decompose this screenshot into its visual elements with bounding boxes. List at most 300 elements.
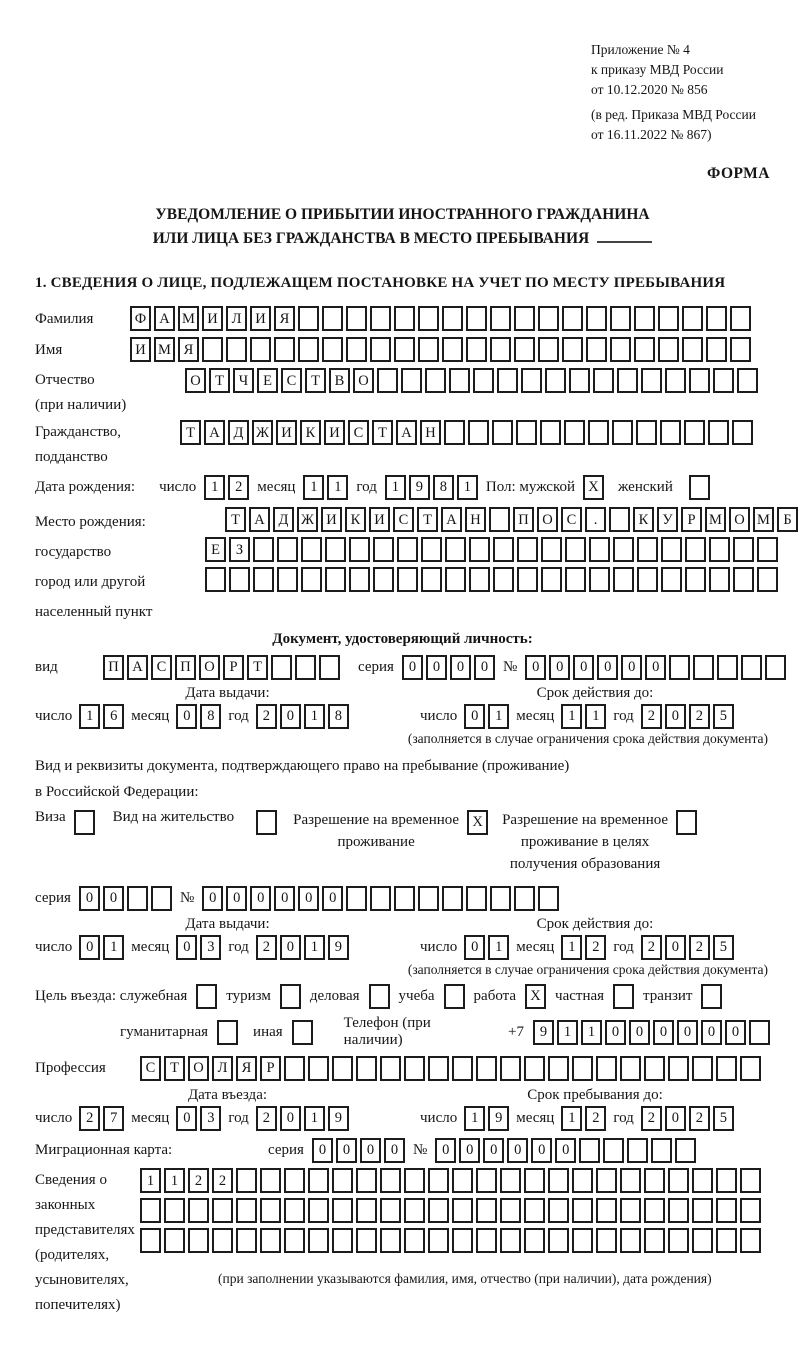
char-box[interactable]: Т (225, 507, 246, 532)
char-box[interactable] (380, 1168, 401, 1193)
char-box[interactable]: 5 (713, 935, 734, 960)
char-box[interactable]: 1 (385, 475, 406, 500)
char-box[interactable] (394, 886, 415, 911)
char-box[interactable]: 2 (188, 1168, 209, 1193)
char-box[interactable]: 0 (629, 1020, 650, 1045)
char-box[interactable] (421, 567, 442, 592)
char-box[interactable] (692, 1198, 713, 1223)
char-box[interactable] (236, 1228, 257, 1253)
char-box[interactable] (660, 420, 681, 445)
char-box[interactable] (579, 1138, 600, 1163)
char-box[interactable]: 0 (426, 655, 447, 680)
char-box[interactable] (332, 1198, 353, 1223)
char-box[interactable]: Я (178, 337, 199, 362)
char-box[interactable] (308, 1168, 329, 1193)
char-box[interactable] (548, 1198, 569, 1223)
char-box[interactable] (205, 567, 226, 592)
char-box[interactable]: О (353, 368, 374, 393)
char-box[interactable]: С (140, 1056, 161, 1081)
char-box[interactable] (490, 337, 511, 362)
char-box[interactable]: 0 (202, 886, 223, 911)
char-box[interactable] (466, 306, 487, 331)
char-box[interactable] (452, 1168, 473, 1193)
char-box[interactable] (500, 1198, 521, 1223)
char-box[interactable]: 9 (533, 1020, 554, 1045)
char-box[interactable]: Б (777, 507, 798, 532)
char-box[interactable]: 0 (280, 1106, 301, 1131)
char-box[interactable] (404, 1198, 425, 1223)
char-box[interactable] (127, 886, 148, 911)
char-box[interactable]: Т (417, 507, 438, 532)
char-box[interactable] (562, 306, 583, 331)
char-box[interactable] (394, 306, 415, 331)
char-box[interactable] (706, 306, 727, 331)
char-box[interactable] (308, 1198, 329, 1223)
char-box[interactable] (489, 507, 510, 532)
char-box[interactable]: 1 (585, 704, 606, 729)
char-box[interactable] (713, 368, 734, 393)
char-box[interactable] (693, 655, 714, 680)
char-box[interactable]: И (250, 306, 271, 331)
char-box[interactable]: В (329, 368, 350, 393)
char-box[interactable] (490, 306, 511, 331)
char-box[interactable]: 8 (328, 704, 349, 729)
char-box[interactable]: М (178, 306, 199, 331)
char-box[interactable] (709, 567, 730, 592)
char-box[interactable] (497, 368, 518, 393)
char-box[interactable]: Л (212, 1056, 233, 1081)
char-box[interactable] (514, 337, 535, 362)
char-box[interactable]: 0 (605, 1020, 626, 1045)
char-box[interactable] (260, 1228, 281, 1253)
char-box[interactable]: 2 (228, 475, 249, 500)
char-box[interactable] (428, 1168, 449, 1193)
char-box[interactable] (164, 1198, 185, 1223)
char-box[interactable] (658, 337, 679, 362)
char-box[interactable]: К (345, 507, 366, 532)
char-box[interactable]: У (657, 507, 678, 532)
char-box[interactable]: 0 (79, 886, 100, 911)
char-box[interactable] (493, 537, 514, 562)
char-box[interactable] (260, 1198, 281, 1223)
char-box[interactable] (274, 337, 295, 362)
char-box[interactable] (733, 567, 754, 592)
char-box[interactable] (346, 306, 367, 331)
char-box[interactable] (346, 886, 367, 911)
char-box[interactable]: 0 (103, 886, 124, 911)
char-box[interactable]: 0 (665, 935, 686, 960)
char-box[interactable]: 0 (555, 1138, 576, 1163)
char-box[interactable] (500, 1168, 521, 1193)
char-box[interactable] (596, 1056, 617, 1081)
char-box[interactable]: И (130, 337, 151, 362)
char-box[interactable] (236, 1168, 257, 1193)
char-box[interactable]: 1 (327, 475, 348, 500)
char-box[interactable]: 3 (200, 1106, 221, 1131)
char-box[interactable] (541, 567, 562, 592)
char-box[interactable]: 1 (304, 704, 325, 729)
char-box[interactable]: М (154, 337, 175, 362)
char-box[interactable]: М (753, 507, 774, 532)
char-box[interactable] (675, 1138, 696, 1163)
char-box[interactable]: Р (681, 507, 702, 532)
char-box[interactable] (548, 1056, 569, 1081)
char-box[interactable] (370, 337, 391, 362)
char-box[interactable] (202, 337, 223, 362)
char-box[interactable] (356, 1198, 377, 1223)
char-box[interactable] (620, 1198, 641, 1223)
char-box[interactable] (284, 1056, 305, 1081)
char-box[interactable] (613, 984, 634, 1009)
char-box[interactable] (319, 655, 340, 680)
char-box[interactable] (466, 886, 487, 911)
char-box[interactable] (188, 1198, 209, 1223)
char-box[interactable]: Ч (233, 368, 254, 393)
char-box[interactable] (564, 420, 585, 445)
char-box[interactable] (295, 655, 316, 680)
char-box[interactable] (613, 567, 634, 592)
char-box[interactable]: 0 (525, 655, 546, 680)
char-box[interactable]: Д (273, 507, 294, 532)
char-box[interactable] (473, 368, 494, 393)
char-box[interactable] (716, 1056, 737, 1081)
char-box[interactable]: 0 (176, 704, 197, 729)
char-box[interactable]: 3 (200, 935, 221, 960)
char-box[interactable] (188, 1228, 209, 1253)
char-box[interactable]: 1 (164, 1168, 185, 1193)
char-box[interactable] (593, 368, 614, 393)
char-box[interactable]: 1 (204, 475, 225, 500)
char-box[interactable] (644, 1056, 665, 1081)
char-box[interactable] (380, 1228, 401, 1253)
char-box[interactable] (476, 1168, 497, 1193)
char-box[interactable]: 0 (701, 1020, 722, 1045)
char-box[interactable] (685, 537, 706, 562)
char-box[interactable]: Т (180, 420, 201, 445)
char-box[interactable] (644, 1168, 665, 1193)
char-box[interactable]: 1 (488, 935, 509, 960)
char-box[interactable] (444, 420, 465, 445)
char-box[interactable]: 2 (256, 935, 277, 960)
char-box[interactable] (404, 1228, 425, 1253)
char-box[interactable] (589, 537, 610, 562)
char-box[interactable] (596, 1168, 617, 1193)
char-box[interactable] (586, 337, 607, 362)
char-box[interactable] (548, 1228, 569, 1253)
char-box[interactable] (668, 1198, 689, 1223)
char-box[interactable] (586, 306, 607, 331)
char-box[interactable] (651, 1138, 672, 1163)
char-box[interactable]: 7 (103, 1106, 124, 1131)
char-box[interactable] (476, 1056, 497, 1081)
char-box[interactable]: Е (205, 537, 226, 562)
char-box[interactable]: 1 (79, 704, 100, 729)
char-box[interactable]: 1 (561, 704, 582, 729)
char-box[interactable] (730, 337, 751, 362)
char-box[interactable] (277, 537, 298, 562)
char-box[interactable]: 9 (409, 475, 430, 500)
char-box[interactable] (394, 337, 415, 362)
char-box[interactable] (676, 810, 697, 835)
char-box[interactable]: И (202, 306, 223, 331)
char-box[interactable] (308, 1056, 329, 1081)
char-box[interactable] (692, 1228, 713, 1253)
char-box[interactable]: С (561, 507, 582, 532)
char-box[interactable]: 0 (483, 1138, 504, 1163)
char-box[interactable] (538, 306, 559, 331)
char-box[interactable] (442, 306, 463, 331)
char-box[interactable] (253, 567, 274, 592)
char-box[interactable] (637, 537, 658, 562)
char-box[interactable] (627, 1138, 648, 1163)
char-box[interactable] (716, 1168, 737, 1193)
char-box[interactable]: К (300, 420, 321, 445)
char-box[interactable] (469, 567, 490, 592)
char-box[interactable] (418, 306, 439, 331)
char-box[interactable]: . (585, 507, 606, 532)
char-box[interactable]: 8 (433, 475, 454, 500)
char-box[interactable] (418, 337, 439, 362)
char-box[interactable] (212, 1228, 233, 1253)
char-box[interactable] (572, 1228, 593, 1253)
char-box[interactable] (284, 1168, 305, 1193)
char-box[interactable]: А (441, 507, 462, 532)
char-box[interactable] (253, 537, 274, 562)
char-box[interactable] (325, 537, 346, 562)
char-box[interactable] (669, 655, 690, 680)
char-box[interactable] (644, 1228, 665, 1253)
char-box[interactable]: 2 (689, 1106, 710, 1131)
char-box[interactable]: Я (274, 306, 295, 331)
char-box[interactable]: 1 (561, 935, 582, 960)
char-box[interactable]: 0 (597, 655, 618, 680)
char-box[interactable]: 0 (621, 655, 642, 680)
char-box[interactable] (749, 1020, 770, 1045)
char-box[interactable] (325, 567, 346, 592)
char-box[interactable]: 0 (464, 935, 485, 960)
char-box[interactable] (445, 567, 466, 592)
char-box[interactable] (757, 537, 778, 562)
char-box[interactable] (709, 537, 730, 562)
char-box[interactable]: Ф (130, 306, 151, 331)
char-box[interactable] (610, 337, 631, 362)
char-box[interactable]: 0 (384, 1138, 405, 1163)
char-box[interactable] (661, 537, 682, 562)
char-box[interactable] (370, 306, 391, 331)
char-box[interactable]: М (705, 507, 726, 532)
char-box[interactable]: 0 (176, 1106, 197, 1131)
char-box[interactable]: 1 (457, 475, 478, 500)
char-box[interactable] (74, 810, 95, 835)
char-box[interactable] (641, 368, 662, 393)
char-box[interactable] (716, 1228, 737, 1253)
char-box[interactable] (140, 1228, 161, 1253)
char-box[interactable] (603, 1138, 624, 1163)
char-box[interactable] (322, 337, 343, 362)
char-box[interactable]: 0 (360, 1138, 381, 1163)
char-box[interactable]: О (188, 1056, 209, 1081)
char-box[interactable]: Р (260, 1056, 281, 1081)
char-box[interactable] (476, 1228, 497, 1253)
char-box[interactable] (370, 886, 391, 911)
char-box[interactable] (308, 1228, 329, 1253)
char-box[interactable] (500, 1228, 521, 1253)
char-box[interactable] (373, 567, 394, 592)
char-box[interactable] (466, 337, 487, 362)
char-box[interactable] (322, 306, 343, 331)
char-box[interactable] (301, 537, 322, 562)
char-box[interactable] (346, 337, 367, 362)
char-box[interactable] (277, 567, 298, 592)
char-box[interactable]: 0 (531, 1138, 552, 1163)
char-box[interactable]: С (348, 420, 369, 445)
char-box[interactable] (298, 306, 319, 331)
char-box[interactable]: 0 (573, 655, 594, 680)
char-box[interactable] (493, 567, 514, 592)
char-box[interactable]: 0 (645, 655, 666, 680)
char-box[interactable]: 2 (641, 935, 662, 960)
char-box[interactable] (740, 1168, 761, 1193)
char-box[interactable]: 2 (256, 1106, 277, 1131)
char-box[interactable] (708, 420, 729, 445)
char-box[interactable] (492, 420, 513, 445)
char-box[interactable] (476, 1198, 497, 1223)
char-box[interactable]: 9 (328, 1106, 349, 1131)
char-box[interactable]: 5 (713, 704, 734, 729)
char-box[interactable] (524, 1056, 545, 1081)
char-box[interactable]: Н (465, 507, 486, 532)
char-box[interactable] (298, 337, 319, 362)
char-box[interactable] (397, 567, 418, 592)
char-box[interactable]: 2 (256, 704, 277, 729)
char-box[interactable]: Ж (297, 507, 318, 532)
char-box[interactable] (356, 1056, 377, 1081)
char-box[interactable] (689, 368, 710, 393)
char-box[interactable] (292, 1020, 313, 1045)
char-box[interactable] (596, 1228, 617, 1253)
char-box[interactable] (349, 537, 370, 562)
char-box[interactable] (620, 1228, 641, 1253)
char-box[interactable] (548, 1168, 569, 1193)
char-box[interactable]: 1 (488, 704, 509, 729)
char-box[interactable]: 0 (474, 655, 495, 680)
char-box[interactable] (332, 1168, 353, 1193)
char-box[interactable] (442, 337, 463, 362)
char-box[interactable] (524, 1228, 545, 1253)
char-box[interactable]: 2 (689, 704, 710, 729)
char-box[interactable]: П (103, 655, 124, 680)
char-box[interactable] (572, 1056, 593, 1081)
char-box[interactable] (452, 1198, 473, 1223)
char-box[interactable] (442, 886, 463, 911)
char-box[interactable]: О (185, 368, 206, 393)
char-box[interactable] (524, 1168, 545, 1193)
char-box[interactable] (684, 420, 705, 445)
char-box[interactable]: А (396, 420, 417, 445)
char-box[interactable] (356, 1228, 377, 1253)
char-box[interactable] (332, 1228, 353, 1253)
char-box[interactable] (500, 1056, 521, 1081)
char-box[interactable]: Е (257, 368, 278, 393)
char-box[interactable] (349, 567, 370, 592)
char-box[interactable] (665, 368, 686, 393)
char-box[interactable]: И (369, 507, 390, 532)
char-box[interactable]: 0 (250, 886, 271, 911)
char-box[interactable]: 1 (303, 475, 324, 500)
char-box[interactable] (609, 507, 630, 532)
char-box[interactable] (610, 306, 631, 331)
char-box[interactable]: С (393, 507, 414, 532)
char-box[interactable]: 0 (725, 1020, 746, 1045)
char-box[interactable]: А (154, 306, 175, 331)
char-box[interactable]: 0 (336, 1138, 357, 1163)
char-box[interactable]: 1 (464, 1106, 485, 1131)
char-box[interactable] (404, 1168, 425, 1193)
char-box[interactable]: 0 (176, 935, 197, 960)
char-box[interactable] (541, 537, 562, 562)
char-box[interactable]: П (513, 507, 534, 532)
char-box[interactable] (706, 337, 727, 362)
char-box[interactable] (369, 984, 390, 1009)
char-box[interactable]: 9 (328, 935, 349, 960)
char-box[interactable]: 9 (488, 1106, 509, 1131)
char-box[interactable] (377, 368, 398, 393)
char-box[interactable]: И (324, 420, 345, 445)
char-box[interactable]: А (127, 655, 148, 680)
char-box[interactable] (421, 537, 442, 562)
char-box[interactable] (538, 886, 559, 911)
char-box[interactable]: 0 (402, 655, 423, 680)
char-box[interactable]: 0 (280, 935, 301, 960)
char-box[interactable]: 5 (713, 1106, 734, 1131)
char-box[interactable] (380, 1056, 401, 1081)
char-box[interactable]: X (467, 810, 488, 835)
char-box[interactable] (620, 1056, 641, 1081)
char-box[interactable]: Н (420, 420, 441, 445)
char-box[interactable] (634, 337, 655, 362)
char-box[interactable]: 0 (435, 1138, 456, 1163)
char-box[interactable] (418, 886, 439, 911)
char-box[interactable] (588, 420, 609, 445)
char-box[interactable] (517, 567, 538, 592)
char-box[interactable]: Л (226, 306, 247, 331)
char-box[interactable] (356, 1168, 377, 1193)
char-box[interactable]: 8 (200, 704, 221, 729)
char-box[interactable] (524, 1198, 545, 1223)
char-box[interactable]: 2 (212, 1168, 233, 1193)
char-box[interactable]: А (204, 420, 225, 445)
char-box[interactable] (732, 420, 753, 445)
char-box[interactable]: И (276, 420, 297, 445)
char-box[interactable] (637, 567, 658, 592)
char-box[interactable]: С (151, 655, 172, 680)
char-box[interactable] (757, 567, 778, 592)
char-box[interactable]: 0 (464, 704, 485, 729)
char-box[interactable]: X (583, 475, 604, 500)
char-box[interactable] (196, 984, 217, 1009)
char-box[interactable] (540, 420, 561, 445)
char-box[interactable] (717, 655, 738, 680)
char-box[interactable]: К (633, 507, 654, 532)
char-box[interactable] (301, 567, 322, 592)
char-box[interactable] (256, 810, 277, 835)
char-box[interactable] (521, 368, 542, 393)
char-box[interactable]: Т (305, 368, 326, 393)
char-box[interactable] (545, 368, 566, 393)
char-box[interactable]: 0 (507, 1138, 528, 1163)
char-box[interactable] (373, 537, 394, 562)
char-box[interactable]: З (229, 537, 250, 562)
